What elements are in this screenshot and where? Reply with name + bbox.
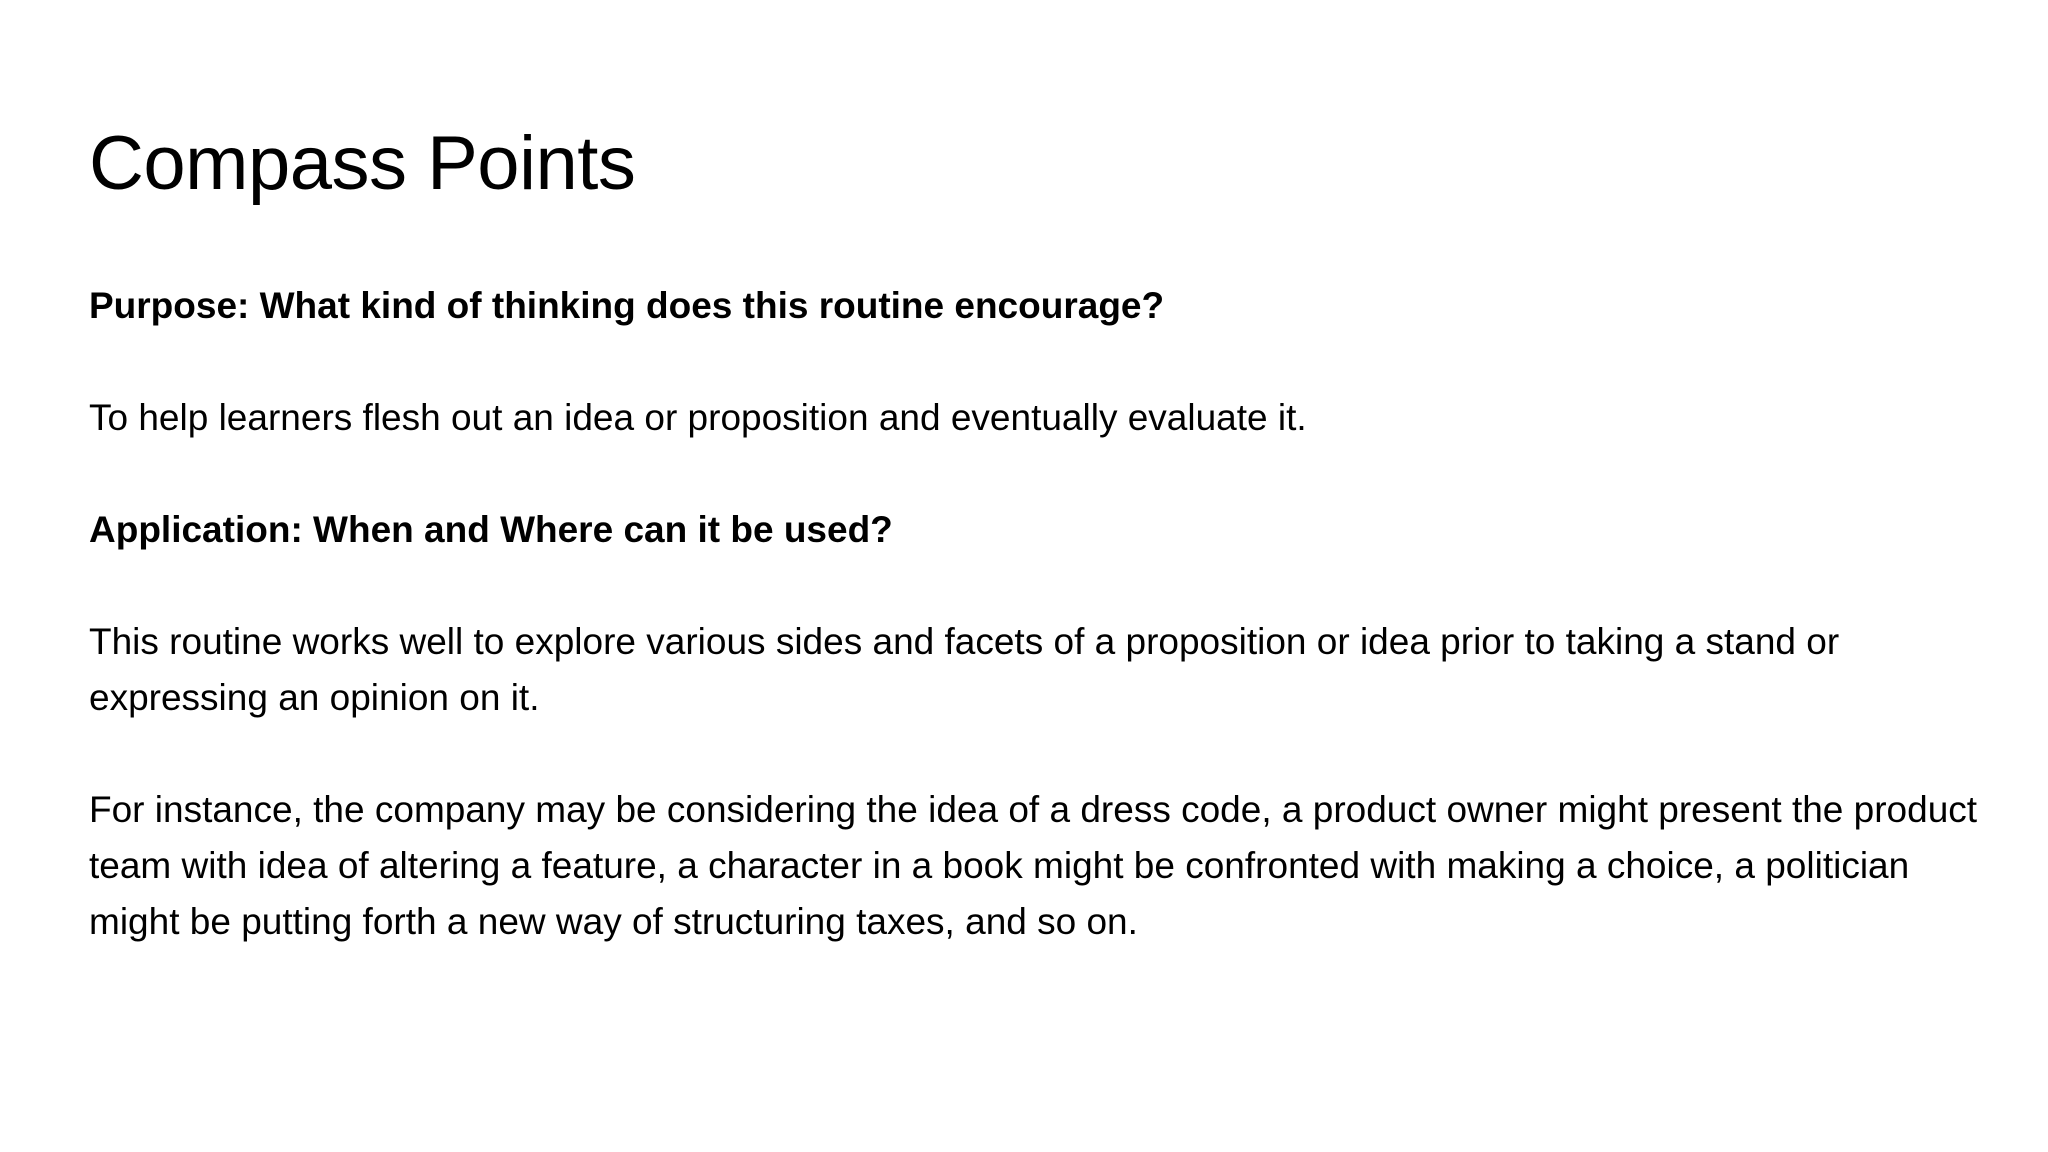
spacer (89, 558, 1989, 614)
purpose-heading: Purpose: What kind of thinking does this routine encourage? (89, 285, 1165, 326)
slide-title: Compass Points (89, 121, 636, 206)
spacer (89, 334, 1989, 390)
purpose-text: To help learners flesh out an idea or proposition and eventually evaluate it. (89, 397, 1307, 438)
application-text-1: This routine works well to explore various sides and facets of a proposition or idea prior to taking a stand or expressing an opinion on it. (89, 621, 1840, 718)
slide-body (89, 278, 1989, 950)
application-text-2: For instance, the company may be considering the idea of a dress code, a product owner might present the product team with idea of altering a feature, a character in a book might be confronted with making a choice, a politician might be putting forth a new way of structuring taxes, and so on. (89, 789, 1978, 942)
spacer (89, 446, 1989, 502)
spacer (89, 726, 1989, 782)
application-heading: Application: When and Where can it be used? (89, 509, 893, 550)
